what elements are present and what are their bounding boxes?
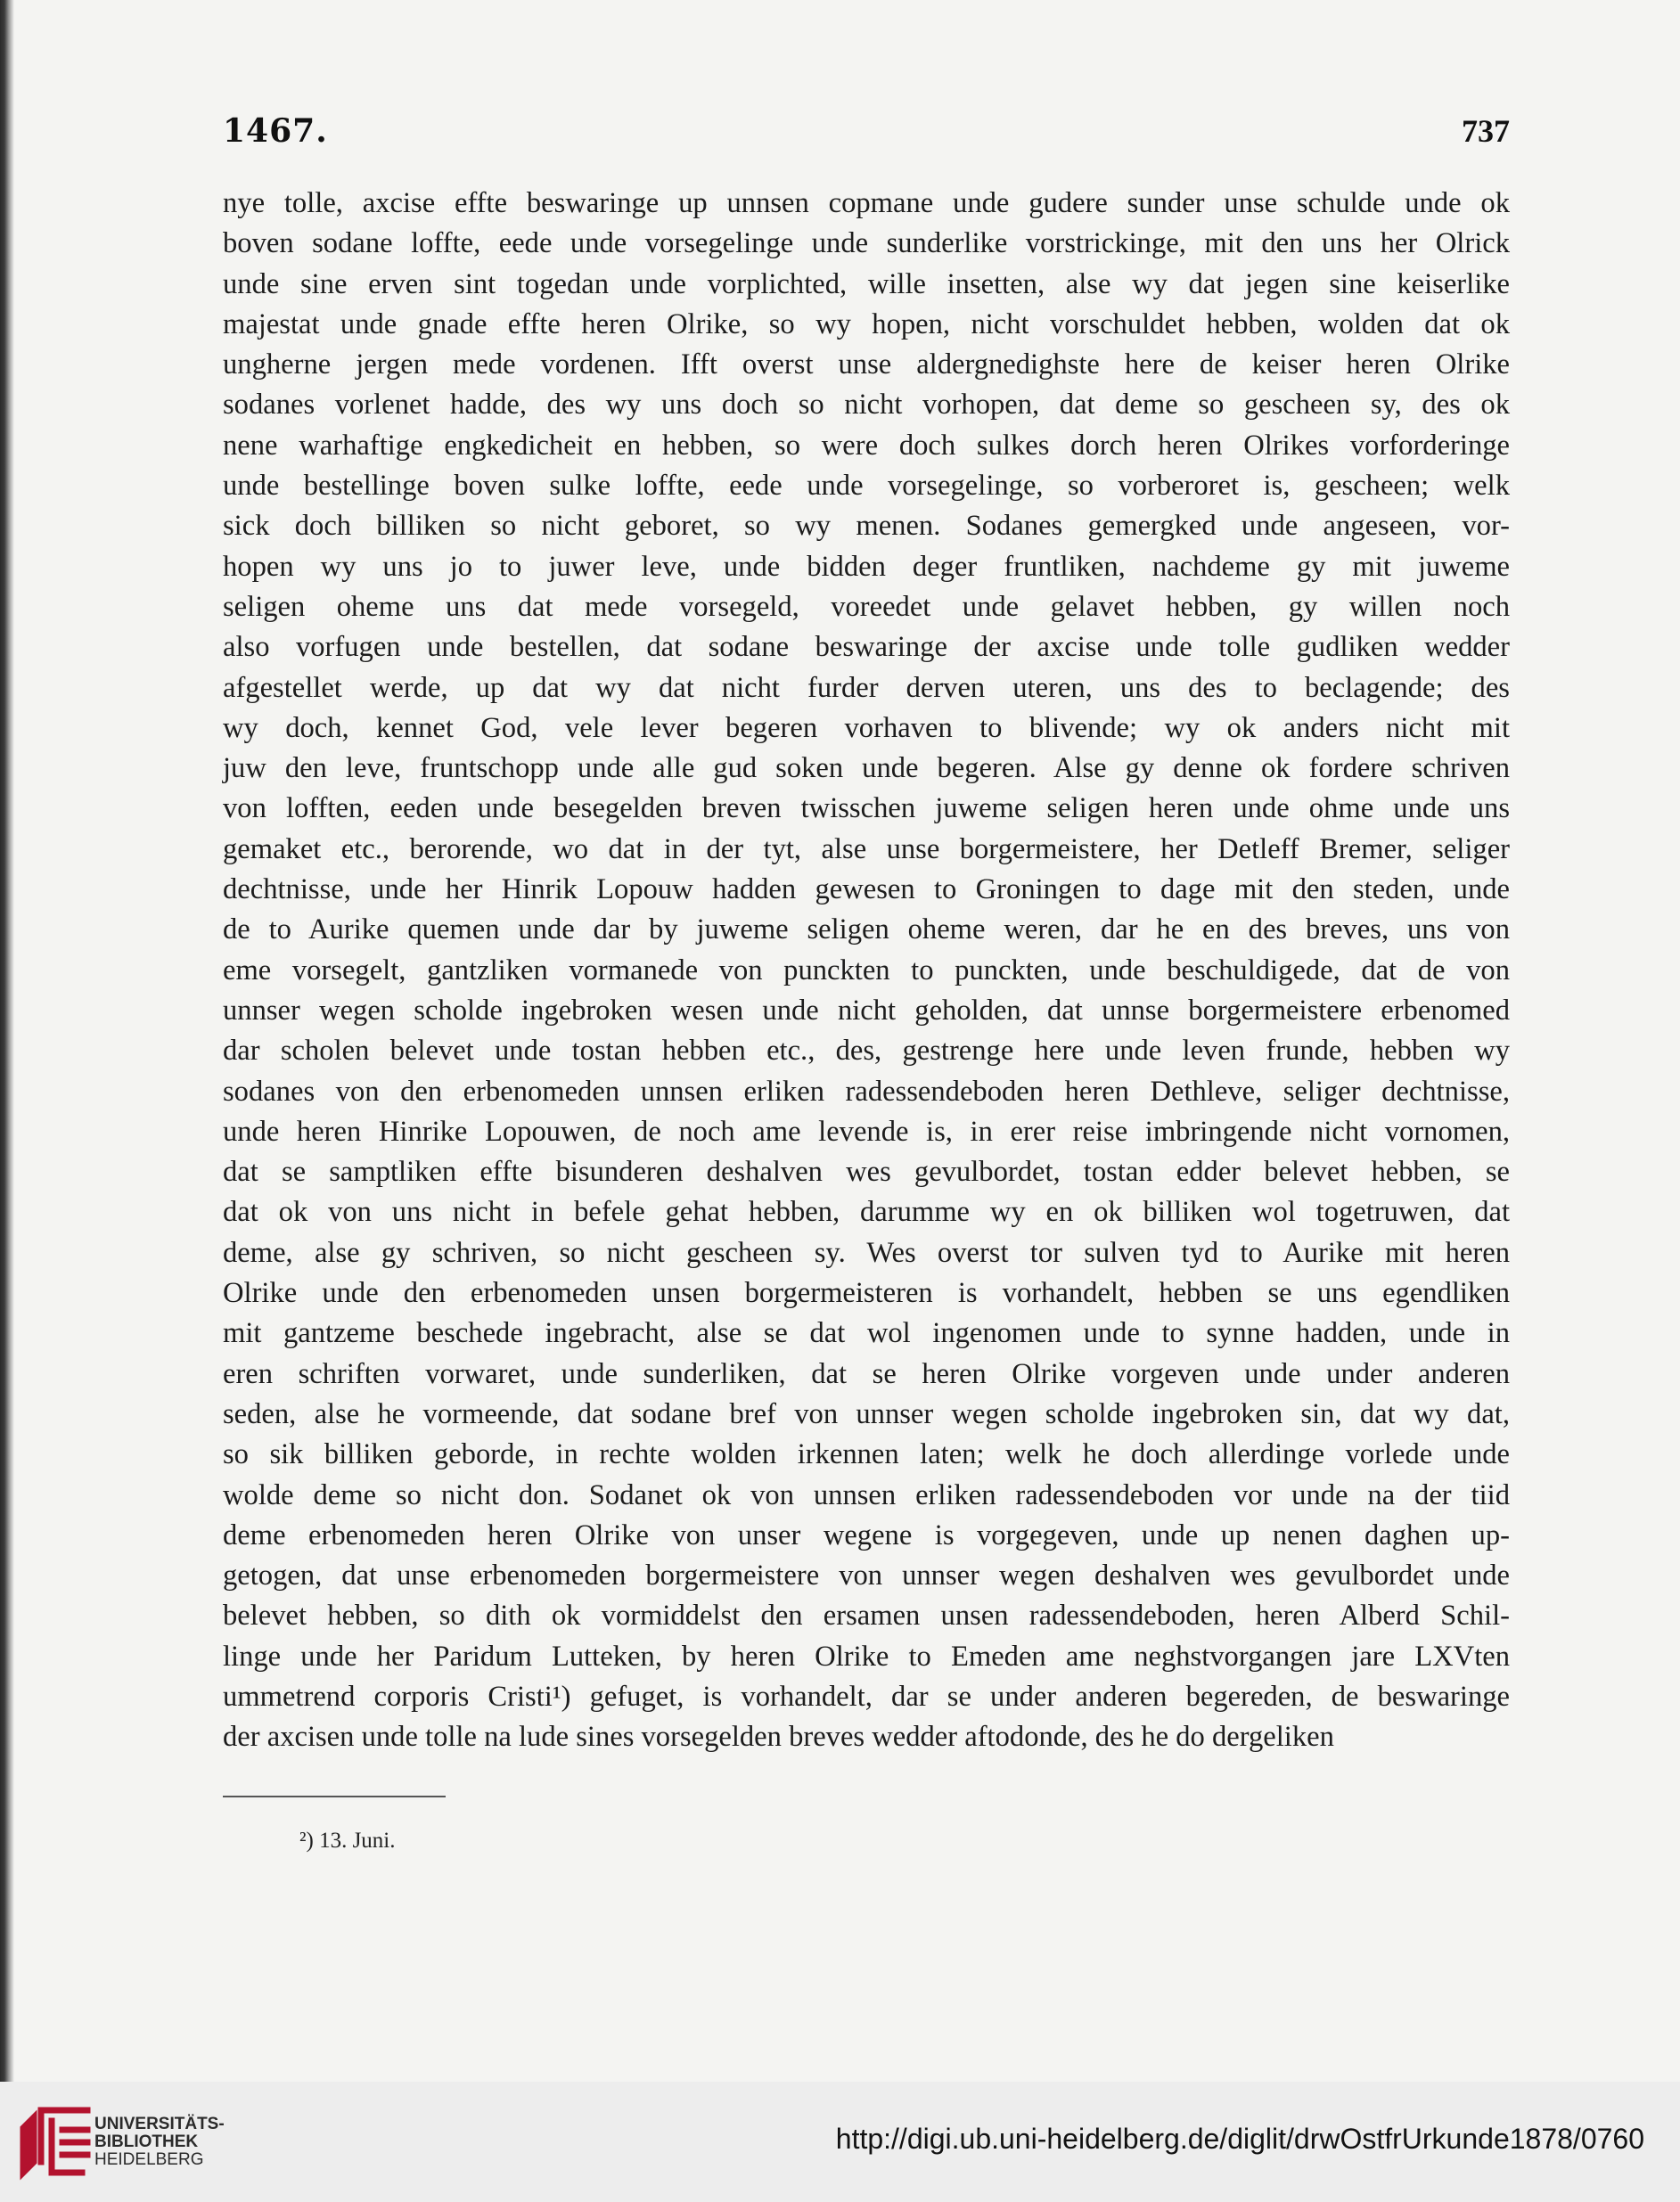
text-line: seden, alse he vormeende, dat sodane bref von unnser wegen scholde ingebroken sin, dat wy dat, [223, 1397, 1510, 1430]
library-footer-bar [0, 2082, 1680, 2202]
library-name-line1: UNIVERSITÄTS- [94, 2115, 225, 2133]
running-header-year: 1467. [223, 112, 328, 150]
text-line: deme, alse gy schriven, so nicht gescheen sy. Wes overst tor sulven tyd to Aurike mit heren [223, 1236, 1510, 1269]
text-line: Olrike unde den erbenomeden unsen borgermeisteren is vorhandelt, hebben se uns egendliken [223, 1277, 1510, 1310]
footnote-divider [223, 1796, 446, 1797]
library-name [94, 2116, 225, 2169]
text-line: der axcisen unde tolle na lude sines vorsegelden breves wedder aftodonde, des he do dergeliken [223, 1721, 1334, 1754]
text-line: so sik billiken geborde, in rechte wolden irkennen laten; welk he doch allerdinge vorlede unde [223, 1438, 1510, 1471]
text-line: gemaket etc., berorende, wo dat in der tyt, alse unse borgermeistere, her Detleff Bremer, seliger [223, 832, 1510, 865]
text-line: wolde deme so nicht don. Sodanet ok von unnsen erliken radessendeboden vor unde na der tiid [223, 1478, 1510, 1511]
text-line: belevet hebben, so dith ok vormiddelst den ersamen unsen radessendeboden, heren Alberd Schil- [223, 1600, 1510, 1633]
text-line: afgestellet werde, up dat wy dat nicht furder derven uteren, uns des to beclagende; des [223, 671, 1510, 704]
text-line: dechtnisse, unde her Hinrik Lopouw hadden gewesen to Groningen to dage mit den steden, unde [223, 873, 1510, 906]
text-line: dat ok von uns nicht in befele gehat hebben, darumme wy en ok billiken wol togetruwen, dat [223, 1196, 1510, 1229]
text-line: ungherne jergen mede vordenen. Ifft overst unse aldergnedighste here de keiser heren Olrike [223, 348, 1510, 381]
text-line: eme vorsegelt, gantzliken vormanede von punckten to punckten, unde beschuldigede, dat de von [223, 954, 1510, 986]
text-line: getogen, dat unse erbenomeden borgermeistere von unnser wegen deshalven wes gevulbordet unde [223, 1559, 1510, 1592]
text-line: dat se samptliken effte bisunderen deshalven wes gevulbordet, tostan edder belevet hebben, se [223, 1156, 1510, 1189]
text-line: sodanes von den erbenomeden unnsen erliken radessendeboden heren Dethleve, seliger dechtnisse, [223, 1075, 1510, 1108]
university-library-logo-icon [16, 2100, 100, 2183]
footnote-text: 13. Juni. [319, 1829, 396, 1853]
text-line: unnser wegen scholde ingebroken wesen unde nicht geholden, dat unnse borgermeistere erbenomed [223, 994, 1510, 1027]
permalink-url[interactable]: http://digi.ub.uni-heidelberg.de/diglit/drwOstfrUrkunde1878/0760 [835, 2123, 1644, 2155]
library-name-line2: BIBLIOTHEK [94, 2132, 199, 2151]
text-line: seligen oheme uns dat mede vorsegeld, voreedet unde gelavet hebben, gy willen noch [223, 590, 1510, 623]
text-line: linge unde her Paridum Lutteken, by heren Olrike to Emeden ame neghstvorgangen jare LXVten [223, 1640, 1510, 1673]
text-line: dar scholen belevet unde tostan hebben etc., des, gestrenge here unde leven frunde, hebben wy [223, 1035, 1510, 1068]
text-line: wy doch, kennet God, vele lever begeren vorhaven to blivende; wy ok anders nicht mit [223, 711, 1510, 744]
text-line: deme erbenomeden heren Olrike von unser wegene is vorgegeven, unde up nenen daghen up- [223, 1518, 1510, 1551]
text-line: unde bestellinge boven sulke loffte, eede unde vorsegelinge, so vorberoret is, gescheen; welk [223, 470, 1510, 503]
text-line: sick doch billiken so nicht geboret, so wy menen. Sodanes gemergked unde angeseen, vor- [223, 510, 1510, 543]
footnote [299, 1829, 396, 1854]
page-binding-edge [0, 0, 14, 2082]
text-line: unde sine erven sint togedan unde vorplichted, wille insetten, alse wy dat jegen sine keiserlike [223, 267, 1510, 300]
text-line: unde heren Hinrike Lopouwen, de noch ame levende is, in erer reise imbringende nicht vornomen, [223, 1115, 1510, 1148]
text-line: eren schriften vorwaret, unde sunderliken, dat se heren Olrike vorgeven unde under anderen [223, 1357, 1510, 1390]
text-line: de to Aurike quemen unde dar by juweme seligen oheme weren, dar he en des breves, uns von [223, 913, 1510, 946]
library-name-line3: HEIDELBERG [94, 2150, 204, 2169]
text-line: hopen wy uns jo to juwer leve, unde bidden deger fruntliken, nachdeme gy mit juweme [223, 550, 1510, 583]
text-line: also vorfugen unde bestellen, dat sodane beswaringe der axcise unde tolle gudliken wedder [223, 631, 1510, 664]
footnote-marker: ²) [299, 1829, 314, 1853]
text-line: mit gantzeme beschede ingebracht, alse se dat wol ingenomen unde to synne hadden, unde in [223, 1317, 1510, 1350]
text-line: juw den leve, fruntschopp unde alle gud soken unde begeren. Alse gy denne ok fordere schriven [223, 752, 1510, 785]
text-line: sodanes vorlenet hadde, des wy uns doch so nicht vorhopen, dat deme so gescheen sy, des ok [223, 389, 1510, 422]
text-line: nene warhaftige engkedicheit en hebben, so were doch sulkes dorch heren Olrikes vorforderinge [223, 429, 1510, 462]
document-body [223, 184, 1510, 1758]
page-number: 737 [1462, 113, 1510, 149]
text-line: ummetrend corporis Cristi¹) gefuget, is vorhandelt, dar se under anderen begereden, de beswaringe [223, 1680, 1510, 1713]
text-line: von lofften, eeden unde besegelden breven twisschen juweme seligen heren unde ohme unde uns [223, 792, 1510, 825]
text-line: majestat unde gnade effte heren Olrike, so wy hopen, nicht vorschuldet hebben, wolden dat ok [223, 307, 1510, 340]
text-line: nye tolle, axcise effte beswaringe up unnsen copmane unde gudere sunder unse schulde unde ok [223, 187, 1510, 219]
text-line: boven sodane loffte, eede unde vorsegelinge unde sunderlike vorstrickinge, mit den uns her Olrick [223, 227, 1510, 260]
